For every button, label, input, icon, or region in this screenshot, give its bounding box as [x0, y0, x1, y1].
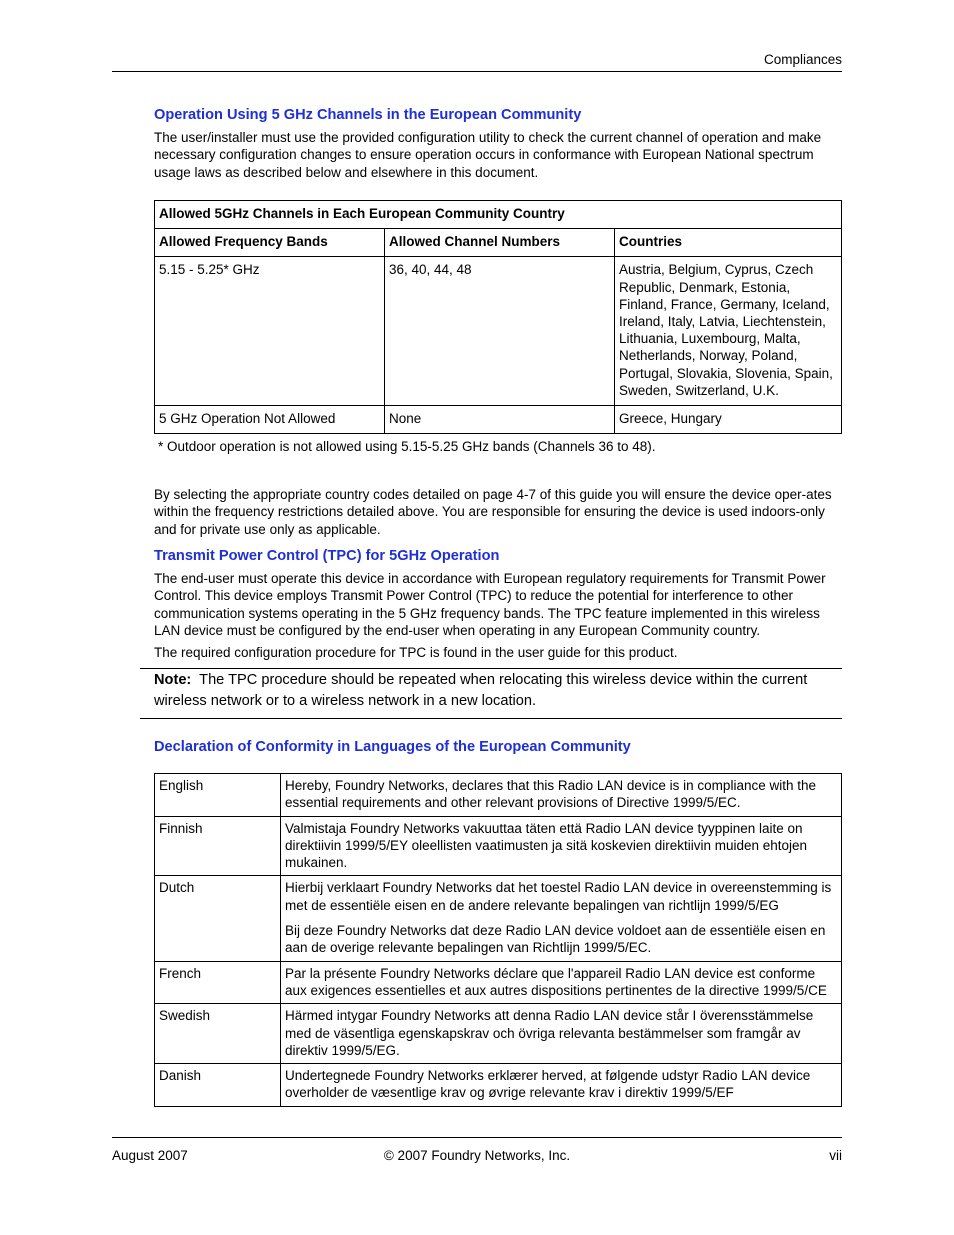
declaration-text: Bij deze Foundry Networks dat deze Radio LAN device voldoet aan de essentiële eisen en aan de overige relevante bepalingen van Richtlijn 1999/5/EC.: [285, 923, 826, 956]
note-label: Note:: [154, 672, 192, 688]
declaration-text: Härmed intygar Foundry Networks att denna Radio LAN device står I överensstämmelse med de väsentliga egenskapskrav och övriga relevanta bestämmelser som framgår av direktiv 1999/5/EG.: [285, 1008, 814, 1058]
language-cell: English: [155, 774, 281, 817]
declaration-cell: [281, 1004, 842, 1064]
column-header: Allowed Channel Numbers: [385, 229, 615, 257]
footer-rule: [112, 1137, 842, 1138]
table-row: [155, 961, 842, 1004]
language-cell: French: [155, 961, 281, 1004]
section-heading-tpc: Transmit Power Control (TPC) for 5GHz Operation: [154, 548, 500, 565]
conformity-table: [154, 773, 842, 1107]
table-row: [155, 257, 842, 406]
table-cell: None: [385, 405, 615, 433]
table-row: [155, 405, 842, 433]
running-header: Compliances: [763, 52, 842, 67]
column-header: Countries: [615, 229, 842, 257]
table-cell: 36, 40, 44, 48: [385, 257, 615, 406]
note-text-block: [154, 670, 834, 712]
table-header-row: [155, 229, 842, 257]
section-heading-conformity: Declaration of Conformity in Languages of the European Community: [154, 739, 631, 755]
table-row: [155, 774, 842, 817]
declaration-text: Hierbij verklaart Foundry Networks dat het toestel Radio LAN device in overeenstemming is met de essentiële eisen en de andere relevante bepalingen van richtlijn 1999/5/EG: [285, 880, 832, 913]
table-footnote: * Outdoor operation is not allowed using 5.15-5.25 GHz bands (Channels 36 to 48).: [158, 439, 656, 455]
table-cell: 5 GHz Operation Not Allowed: [155, 405, 385, 433]
declaration-cell: [281, 1064, 842, 1107]
note-box: [140, 668, 842, 719]
language-cell: Swedish: [155, 1004, 281, 1064]
footer-date: August 2007: [112, 1148, 188, 1163]
table-row: [155, 1064, 842, 1107]
table-cell: 5.15 - 5.25* GHz: [155, 257, 385, 406]
declaration-text: Par la présente Foundry Networks déclare que l'appareil Radio LAN device est conforme aux exigences essentielles et aux autres dispositions pertinentes de la directive 1999/5/CE: [285, 965, 827, 998]
table-row: [155, 816, 842, 876]
footer-copyright: © 2007 Foundry Networks, Inc.: [383, 1148, 571, 1163]
country-codes-paragraph: By selecting the appropriate country codes detailed on page 4-7 of this guide you will ensure the device oper-ates within the frequency restrictions detailed above. You are responsible for ensuring the device is used indoors-only and for private use only as applicable.: [154, 487, 832, 537]
table-cell: Greece, Hungary: [615, 405, 842, 433]
language-cell: Danish: [155, 1064, 281, 1107]
column-header: Allowed Frequency Bands: [155, 229, 385, 257]
declaration-text: Valmistaja Foundry Networks vakuuttaa täten että Radio LAN device tyyppinen laite on direktiivin 1999/5/EY oleellisten vaatimusten ja sitä koskevien direktiivin muiden ehtojen mukainen.: [285, 820, 808, 871]
declaration-cell: [281, 816, 842, 876]
declaration-text: Undertegnede Foundry Networks erklærer herved, at følgende udstyr Radio LAN device overholder de væsentlige krav og øvrige relevante krav i direktiv 1999/5/EF: [285, 1068, 811, 1101]
language-cell: Finnish: [155, 816, 281, 876]
declaration-cell: [281, 774, 842, 817]
note-text: The TPC procedure should be repeated when relocating this wireless device within the current wireless network or to a wireless network in a new location.: [154, 672, 808, 709]
section-body-5ghz: The user/installer must use the provided configuration utility to check the current channel of operation and make necessary configuration changes to ensure operation occurs in conformance with European National spectrum usage laws as described below and elsewhere in this document.: [154, 130, 822, 180]
section-heading-5ghz: Operation Using 5 GHz Channels in the European Community: [154, 107, 582, 123]
conformity-section: [154, 739, 844, 1107]
page-content: [154, 107, 844, 662]
table-title-row: [155, 200, 842, 228]
conformity-table-body: [155, 774, 842, 1107]
header-rule: [112, 71, 842, 72]
table-title: Allowed 5GHz Channels in Each European Community Country: [155, 200, 842, 228]
table-row: [155, 1004, 842, 1064]
declaration-text: Hereby, Foundry Networks, declares that this Radio LAN device is in compliance with the essential requirements and other relevant provisions of Directive 1999/5/EC.: [285, 778, 816, 811]
channel-table: [154, 200, 842, 434]
table-cell: Austria, Belgium, Cyprus, Czech Republic, Denmark, Estonia, Finland, France, Germany, Iceland, Ireland, Italy, Latvia, Liechtenstein, Lithuania, Luxembourg, Malta, Netherlands, Norway, Poland, Portugal, Slovakia, Slovenia, Spain, Sweden, Switzerland, U.K.: [615, 257, 842, 406]
declaration-cell: [281, 961, 842, 1004]
footer-page-number: vii: [829, 1148, 842, 1163]
table-row: [155, 876, 842, 961]
declaration-cell: [281, 876, 842, 961]
language-cell: Dutch: [155, 876, 281, 961]
section-body-tpc: The end-user must operate this device in accordance with European regulatory requirements for Transmit Power Control. This device employs Transmit Power Control (TPC) to reduce the potential for interference to other communication systems operating in the 5 GHz frequency bands. The TPC feature implemented in this wireless LAN device must be configured by the end-user when operating in any European Community country.: [154, 571, 826, 638]
section-body-tpc-procedure: The required configuration procedure for TPC is found in the user guide for this product.: [154, 645, 678, 661]
